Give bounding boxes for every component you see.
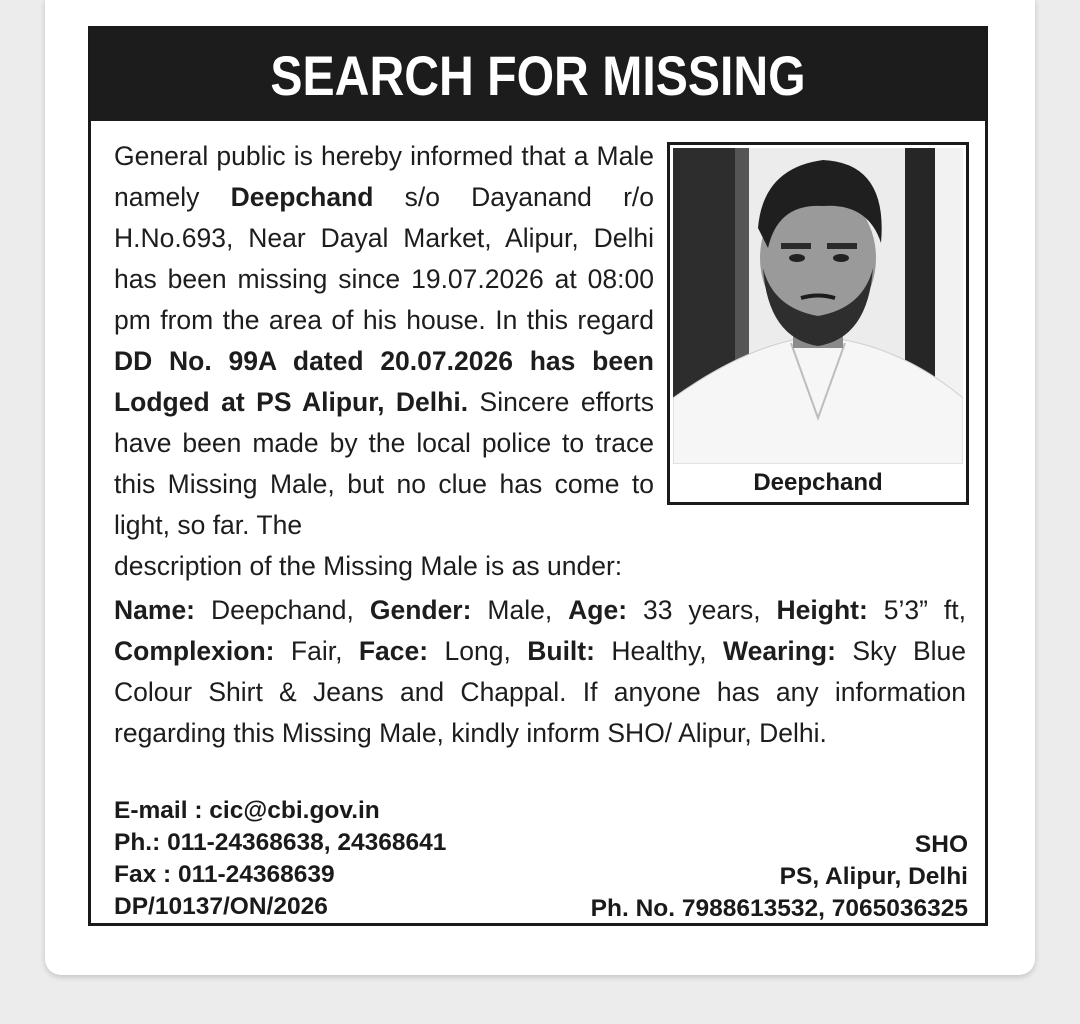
photo-frame	[667, 142, 969, 505]
sho-block	[591, 829, 968, 925]
police-station: PS, Alipur, Delhi	[779, 863, 968, 890]
phone-line: Ph.: 011-24368638, 24368641	[114, 829, 447, 856]
dd-reference: DD No. 99A dated 20.07.2026 has been Lodged at PS Alipur, Delhi.	[114, 346, 654, 417]
intro-text-1: General public is hereby informed that a Male namely	[114, 141, 654, 212]
page-sheet	[45, 0, 1035, 975]
intro-text-2: s/o Dayanand r/o H.No.693, Near Dayal Market, Alipur, Delhi has been missing since 19.07.2026 at 08:00 pm from the area of his house. In this regard	[114, 182, 654, 335]
built-value: Healthy,	[594, 636, 724, 666]
person-description	[114, 590, 966, 754]
intro-text-3: Sincere efforts have been made by the local police to trace this Missing Male, but no clue has come to light, so far. The	[114, 387, 654, 540]
intro-text-4: description of the Missing Male is as under:	[114, 551, 623, 581]
notice-title: SEARCH FOR MISSING	[154, 29, 923, 121]
reference-number: DP/10137/ON/2026	[114, 893, 328, 920]
complexion-label: Complexion:	[114, 636, 275, 666]
sho-phone: Ph. No. 7988613532, 7065036325	[590, 895, 968, 922]
title-banner	[91, 29, 985, 121]
person-photo-illustration	[673, 148, 963, 464]
missing-notice	[88, 26, 988, 926]
wearing-value: Sky Blue Colour Shirt & Jeans and Chappal. If anyone has any information regarding this Missing Male, kindly inform SHO/ Alipur, Delhi.	[114, 636, 966, 748]
built-label: Built:	[527, 636, 595, 666]
name-label: Name:	[114, 595, 196, 625]
gender-label: Gender:	[369, 595, 472, 625]
height-label: Height:	[776, 595, 868, 625]
wearing-label: Wearing:	[723, 636, 836, 666]
fax-line: Fax : 011-24368639	[114, 861, 335, 888]
missing-person-name: Deepchand	[230, 182, 374, 212]
missing-person-photo	[673, 148, 963, 464]
email-line[interactable]: E-mail : cic@cbi.gov.in	[114, 797, 380, 824]
height-value: 5’3” ft,	[867, 595, 966, 625]
gender-value: Male,	[471, 595, 569, 625]
face-label: Face:	[358, 636, 429, 666]
age-value: 33 years,	[627, 595, 777, 625]
face-value: Long,	[428, 636, 528, 666]
sho-title: SHO	[914, 831, 968, 858]
age-label: Age:	[568, 595, 628, 625]
notice-intro	[114, 136, 654, 546]
contact-block	[114, 795, 446, 923]
name-value: Deepchand,	[195, 595, 370, 625]
photo-caption: Deepchand	[753, 469, 883, 496]
complexion-value: Fair,	[274, 636, 359, 666]
